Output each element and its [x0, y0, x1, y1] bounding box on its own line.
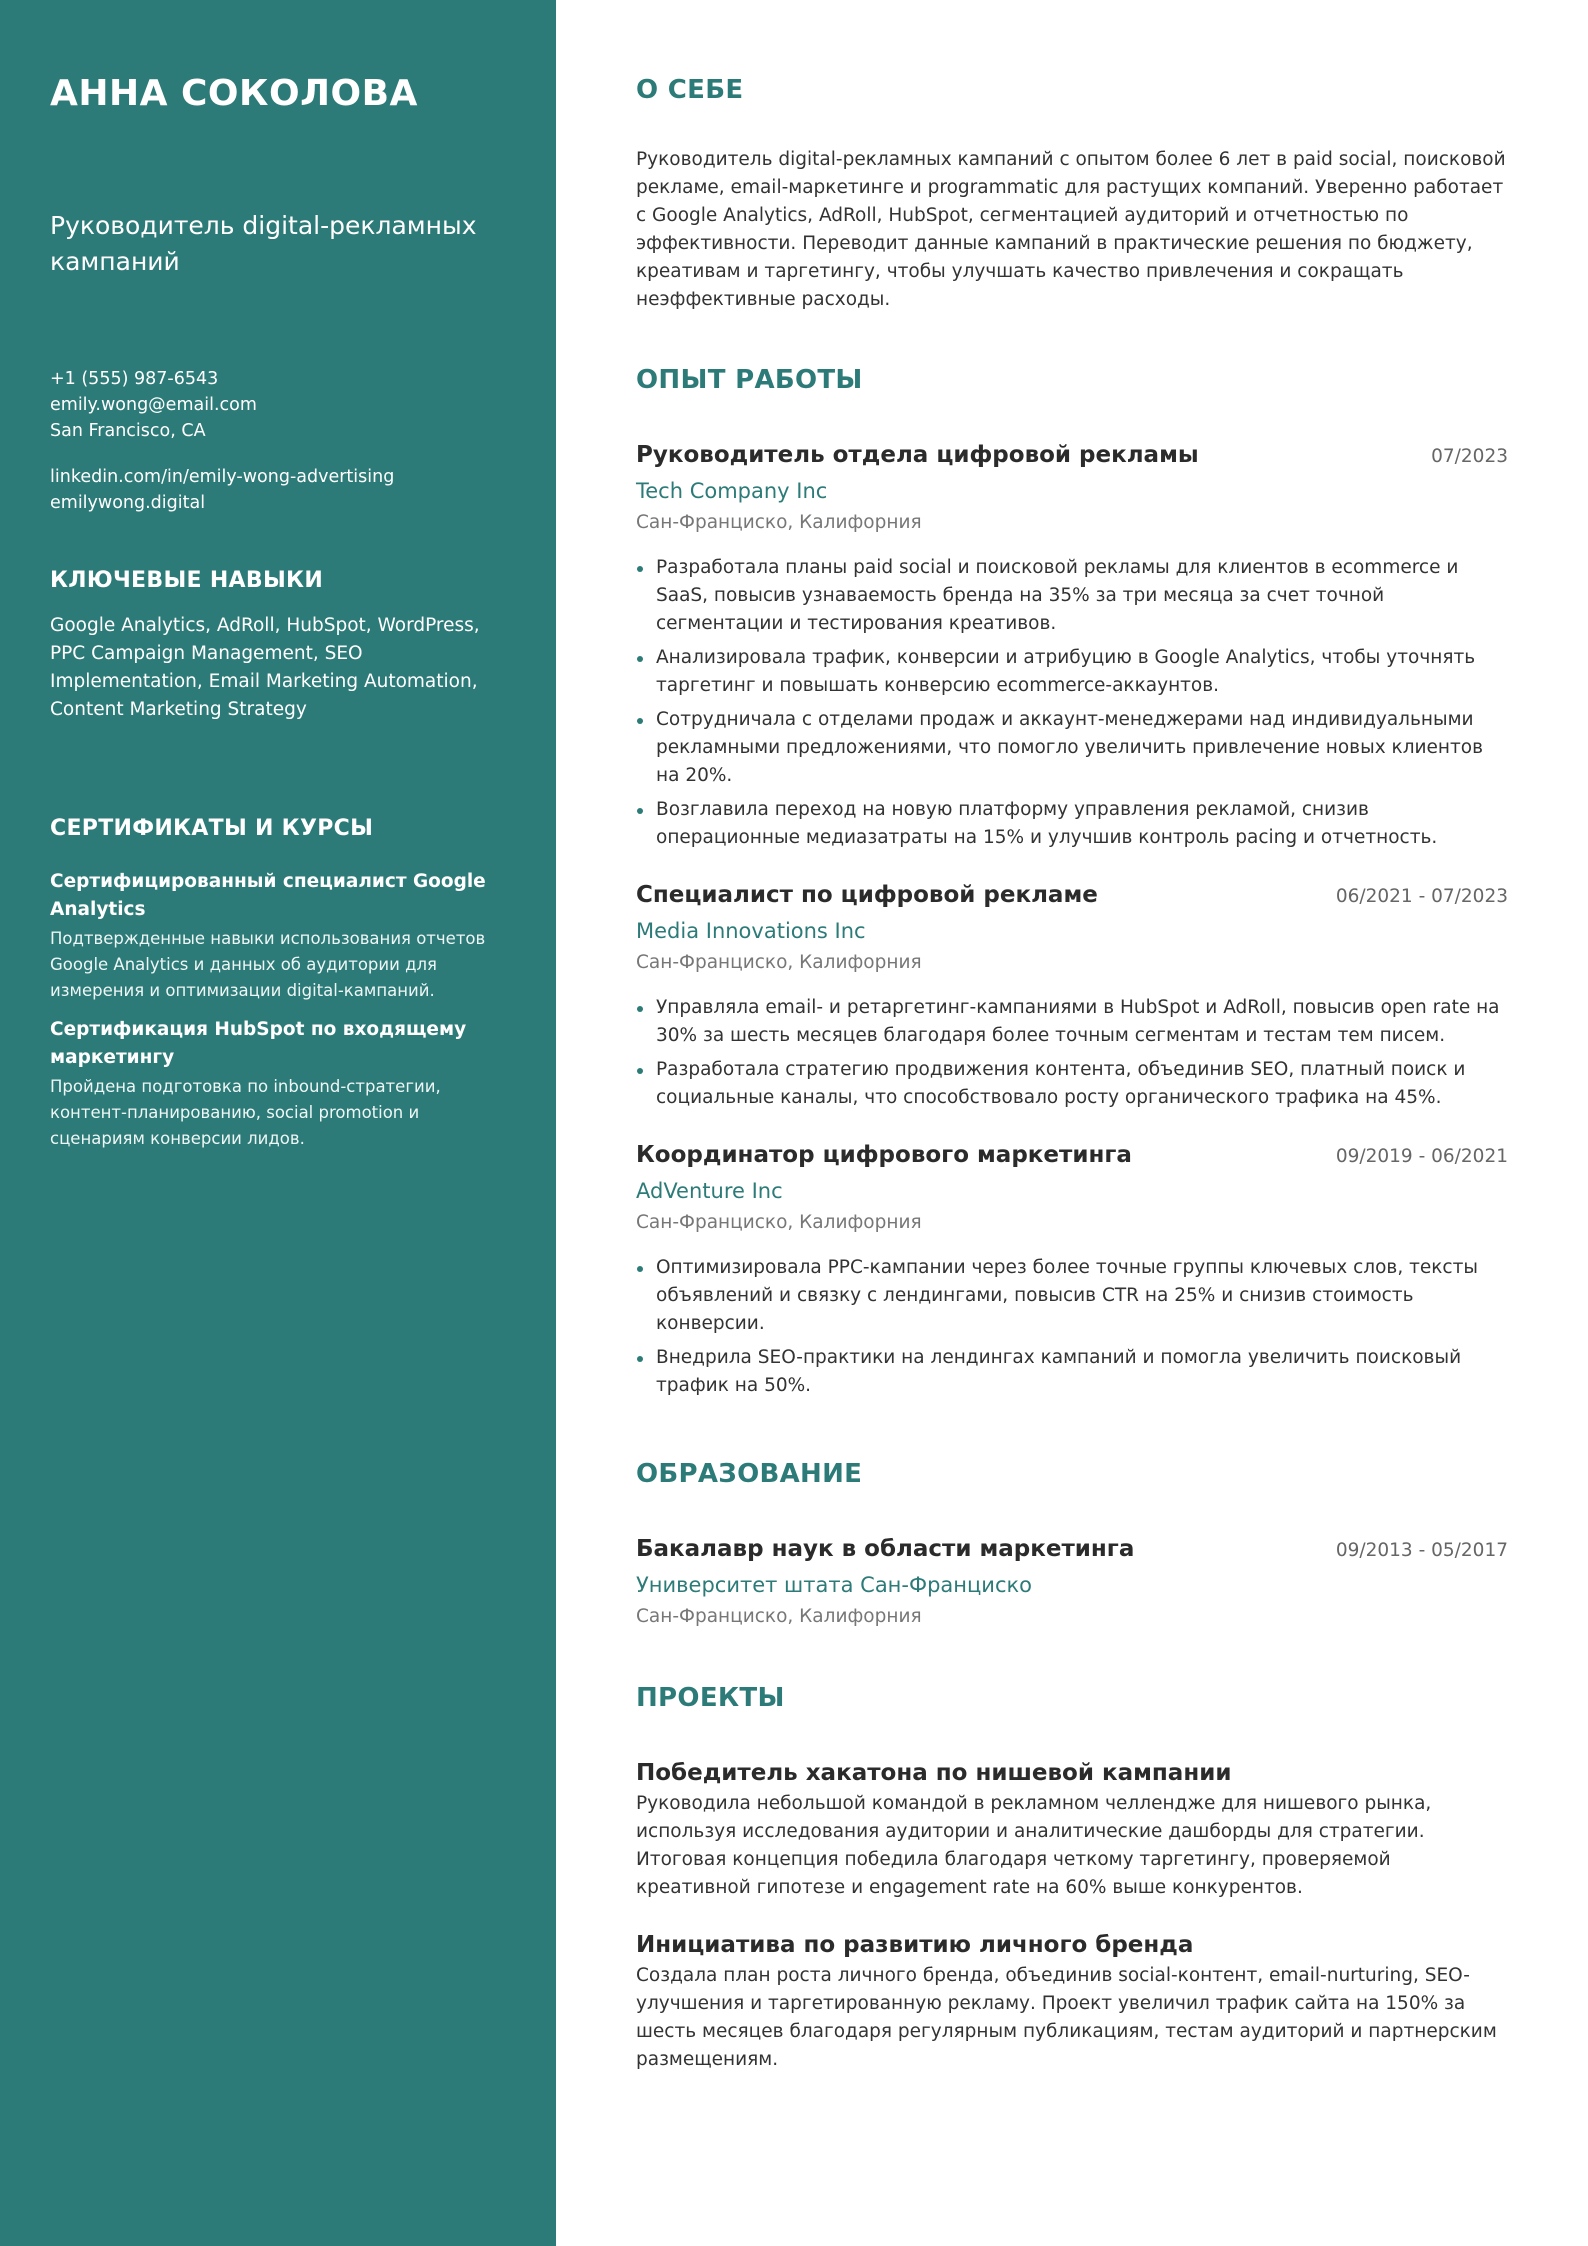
- job-entry: [636, 1138, 1508, 1400]
- job-title: Руководитель отдела цифровой рекламы: [636, 442, 1199, 468]
- company-name: AdVenture Inc: [636, 1179, 783, 1203]
- experience-section: [636, 362, 1508, 1400]
- certs-heading: СЕРТИФИКАТЫ И КУРСЫ: [50, 816, 374, 841]
- project-desc: Руководила небольшой командой в рекламном челлендже для нишевого рынка, используя исследования аудитории и аналитические дашборды для стратегии. Итоговая концепция победила благодаря четкому таргетингу, проверяемой креативной гипотезе и engagement rate на 60% выше конкурентов.: [636, 1793, 1432, 1898]
- project-desc: Создала план роста личного бренда, объединив social-контент, email-nurturing, SEO-улучшения и таргетированную рекламу. Проект увеличил трафик сайта на 150% за шесть месяцев благодаря регулярным публикациям, тестам аудиторий и партнерским размещениям.: [636, 1965, 1497, 2070]
- project-title: Инициатива по развитию личного бренда: [636, 1932, 1194, 1958]
- contact-block: [50, 366, 506, 516]
- about-text: Руководитель digital-рекламных кампаний с опытом более 6 лет в paid social, поисковой рекламе, email-маркетинге и programmatic для растущих компаний. Уверенно работает с Google Analytics, AdRoll, HubSpot, сегментацией аудиторий и отчетностью по эффективности. Переводит данные кампаний в практические решения по бюджету, креативам и таргетингу, чтобы улучшать качество привлечения и сокращать неэффективные расходы.: [636, 149, 1506, 310]
- candidate-name: АННА СОКОЛОВА: [50, 73, 418, 114]
- job-location: Сан-Франциско, Калифорния: [636, 1212, 922, 1233]
- bullet-item: Сотрудничала с отделами продаж и аккаунт-менеджерами над индивидуальными рекламными предложениями, что помогло увеличить привлечение новых клиентов на 20%.: [636, 706, 1508, 790]
- projects-heading: ПРОЕКТЫ: [636, 1683, 785, 1713]
- phone[interactable]: +1 (555) 987-6543: [50, 369, 219, 389]
- cert-desc: Пройдена подготовка по inbound-стратегии, контент-планированию, social promotion и сценариям конверсии лидов.: [50, 1077, 441, 1148]
- skills-text: Google Analytics, AdRoll, HubSpot, WordPress, PPC Campaign Management, SEO Implementation, Email Marketing Automation, Content Marketing Strategy: [50, 615, 480, 720]
- contact-gap: [50, 444, 506, 464]
- job-bullets: [636, 994, 1508, 1112]
- skills-heading: КЛЮЧЕВЫЕ НАВЫКИ: [50, 568, 324, 593]
- location: San Francisco, CA: [50, 421, 206, 441]
- bullet-item: Оптимизировала PPC-кампании через более точные группы ключевых слов, тексты объявлений и связку с лендингами, повысив CTR на 25% и снизив стоимость конверсии.: [636, 1254, 1508, 1338]
- about-section: [636, 72, 1508, 314]
- bullet-item: Анализировала трафик, конверсии и атрибуцию в Google Analytics, чтобы уточнять таргетинг и повышать конверсию ecommerce-аккаунтов.: [636, 644, 1508, 700]
- experience-heading: ОПЫТ РАБОТЫ: [636, 365, 863, 395]
- job-bullets: [636, 1254, 1508, 1400]
- job-bullets: [636, 554, 1508, 852]
- project-entry: [636, 1756, 1508, 1902]
- sidebar: [0, 0, 556, 2246]
- linkedin-link[interactable]: linkedin.com/in/emily-wong-advertising: [50, 467, 395, 487]
- project-title: Победитель хакатона по нишевой кампании: [636, 1760, 1232, 1786]
- degree-title: Бакалавр наук в области маркетинга: [636, 1536, 1135, 1562]
- bullet-item: Управляла email- и ретаргетинг-кампаниями в HubSpot и AdRoll, повысив open rate на 30% за шесть месяцев благодаря более точным сегментам и тестам тем писем.: [636, 994, 1508, 1050]
- job-date: 06/2021 - 07/2023: [1335, 886, 1508, 907]
- education-entry: [636, 1532, 1508, 1632]
- job-entry: [636, 438, 1508, 852]
- bullet-item: Разработала планы paid social и поисковой рекламы для клиентов в ecommerce и SaaS, повысив узнаваемость бренда на 35% за три месяца за счет точной сегментации и тестирования креативов.: [636, 554, 1508, 638]
- bullet-item: Возглавила переход на новую платформу управления рекламой, снизив операционные медиазатраты на 15% и улучшив контроль pacing и отчетность.: [636, 796, 1508, 852]
- education-heading: ОБРАЗОВАНИЕ: [636, 1459, 863, 1489]
- cert-desc: Подтвержденные навыки использования отчетов Google Analytics и данных об аудитории для измерения и оптимизации digital-кампаний.: [50, 929, 486, 1000]
- education-list: [636, 1532, 1508, 1632]
- company-name: Tech Company Inc: [636, 479, 828, 503]
- job-entry: [636, 878, 1508, 1112]
- project-list: [636, 1756, 1508, 2074]
- bullet-item: Внедрила SEO-практики на лендингах кампаний и помогла увеличить поисковый трафик на 50%.: [636, 1344, 1508, 1400]
- school-location: Сан-Франциско, Калифорния: [636, 1606, 922, 1627]
- company-name: Media Innovations Inc: [636, 919, 866, 943]
- cert-title: Сертифицированный специалист Google Analytics: [50, 871, 486, 920]
- website-link[interactable]: emilywong.digital: [50, 493, 206, 513]
- project-entry: [636, 1928, 1508, 2074]
- job-title: Специалист по цифровой рекламе: [636, 882, 1098, 908]
- main-content: [636, 72, 1508, 2074]
- job-date: 07/2023: [1431, 446, 1508, 467]
- job-location: Сан-Франциско, Калифорния: [636, 952, 922, 973]
- job-list: [636, 438, 1508, 1400]
- school-name: Университет штата Сан-Франциско: [636, 1573, 1033, 1597]
- projects-section: [636, 1680, 1508, 2074]
- cert-item: [50, 868, 506, 1004]
- cert-list: [50, 868, 506, 1152]
- cert-title: Сертификация HubSpot по входящему маркетингу: [50, 1019, 467, 1068]
- email[interactable]: emily.wong@email.com: [50, 395, 257, 415]
- cert-item: [50, 1016, 506, 1152]
- candidate-headline: Руководитель digital-рекламных кампаний: [50, 211, 477, 276]
- job-location: Сан-Франциско, Калифорния: [636, 512, 922, 533]
- education-section: [636, 1456, 1508, 1632]
- bullet-item: Разработала стратегию продвижения контента, объединив SEO, платный поиск и социальные каналы, что способствовало росту органического трафика на 45%.: [636, 1056, 1508, 1112]
- education-date: 09/2013 - 05/2017: [1335, 1540, 1508, 1561]
- about-heading: О СЕБЕ: [636, 75, 744, 105]
- job-date: 09/2019 - 06/2021: [1335, 1146, 1508, 1167]
- job-title: Координатор цифрового маркетинга: [636, 1142, 1132, 1168]
